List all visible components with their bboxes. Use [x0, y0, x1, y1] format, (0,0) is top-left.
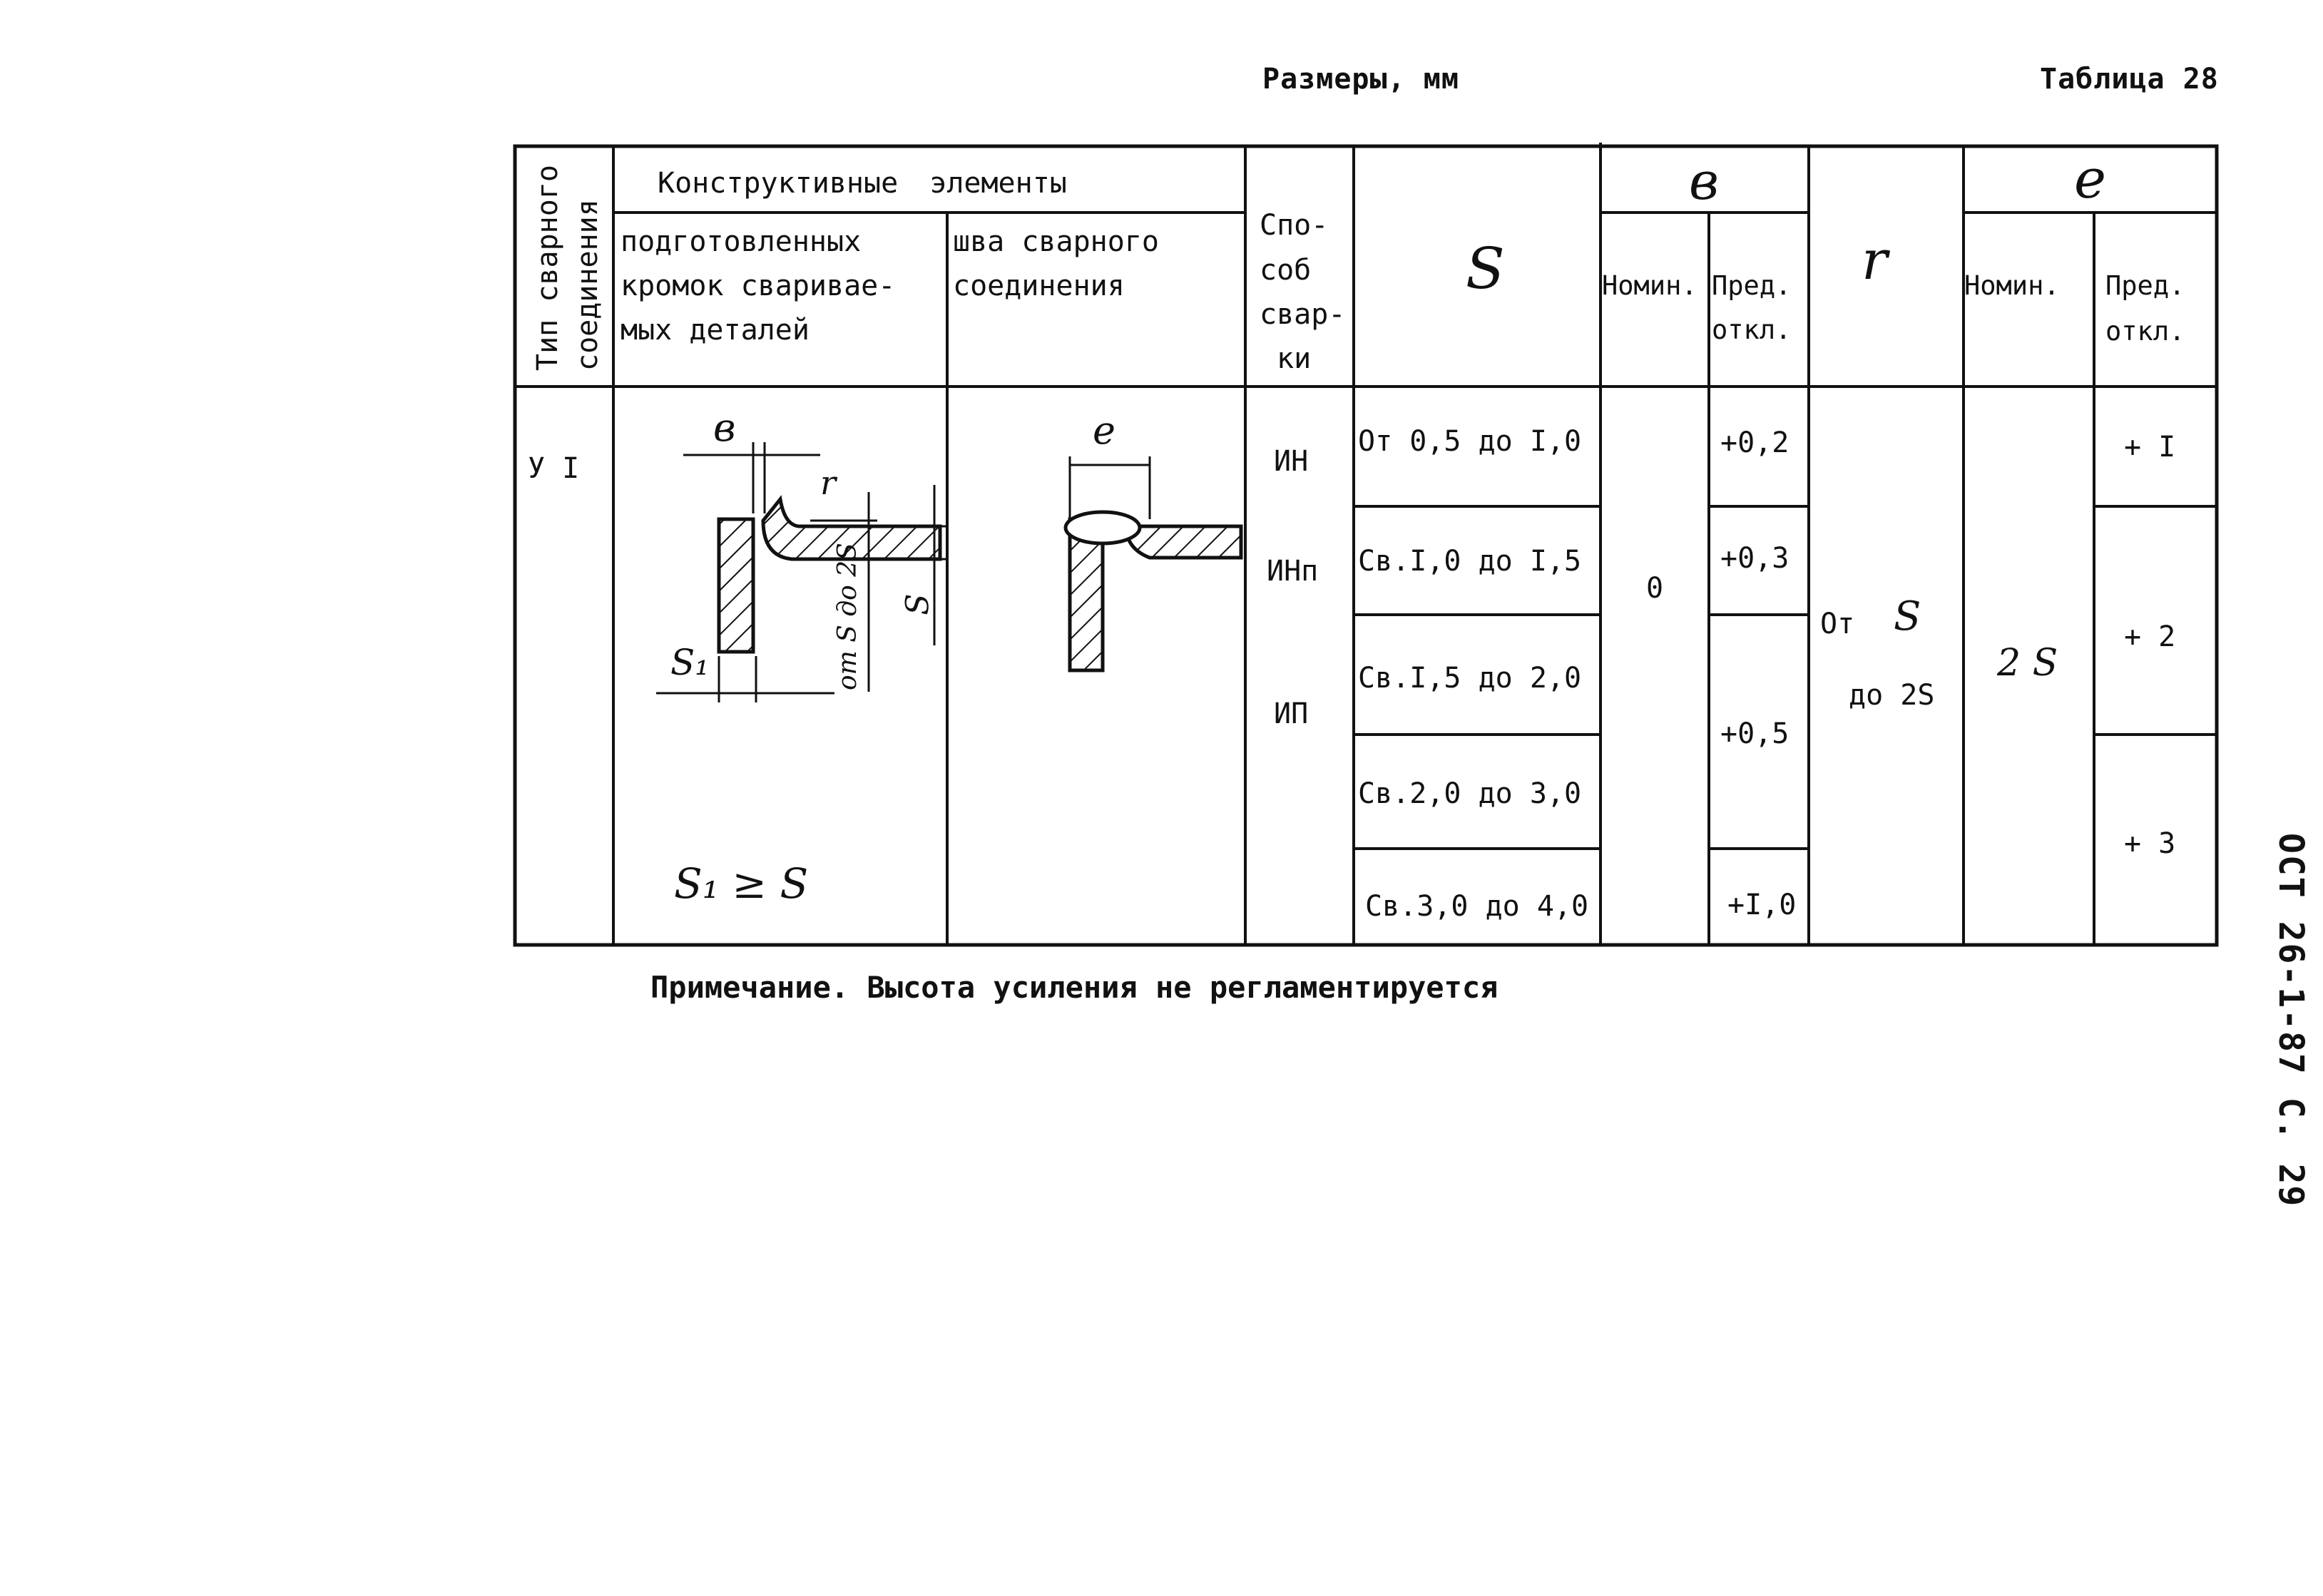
table-note: Примечание. Высота усиления не регламентируется [650, 970, 1499, 1005]
col-method-4: ки [1277, 342, 1312, 375]
col-s: S [1466, 235, 1505, 302]
s-range-3: Св.I,5 до 2,0 [1358, 662, 1582, 695]
r-from: От [1820, 608, 1855, 640]
col-b-tol-1: Пред. [1712, 270, 1792, 301]
col-joint-type-2: соединения [571, 199, 604, 371]
col-r: r [1862, 228, 1888, 292]
joint-type-value: У I [528, 452, 580, 485]
method-inp: ИНп [1267, 555, 1319, 588]
col-weld-1: шва сварного [953, 225, 1159, 258]
b-tol-4: +I,0 [1727, 889, 1797, 921]
standard-page-label: ОСТ 26-1-87 С. 29 [2271, 833, 2311, 1208]
sketch-label-r: r [820, 464, 836, 502]
b-nom-value: 0 [1646, 572, 1664, 605]
s-range-2: Св.I,0 до I,5 [1358, 545, 1582, 578]
col-e: e [2074, 147, 2106, 210]
col-e-tol-2: откл. [2105, 316, 2185, 347]
col-joint-type-1: Тип сварного [531, 165, 564, 371]
table-number: Таблица 28 [2040, 63, 2219, 96]
s-range-4: Св.2,0 до 3,0 [1358, 777, 1582, 810]
col-b: в [1689, 151, 1719, 211]
e-tol-3: + 3 [2124, 827, 2176, 860]
col-method-3: свар- [1260, 298, 1346, 331]
sketch-label-e: e [1093, 408, 1115, 453]
col-structural: Конструктивные элементы [658, 167, 1067, 200]
e-tol-2: + 2 [2124, 620, 2176, 653]
col-e-nom: Номин. [1964, 270, 2060, 301]
col-b-nom: Номин. [1602, 270, 1697, 301]
col-prepared-edges-3: мых деталей [621, 314, 810, 347]
col-e-tol-1: Пред. [2105, 270, 2185, 301]
dimensions-caption: Размеры, мм [1262, 63, 1459, 96]
r-to: до 2S [1849, 679, 1935, 712]
sketch-label-s1: S₁ [670, 642, 710, 683]
s-range-1: От 0,5 до I,0 [1358, 425, 1582, 458]
col-method-1: Спо- [1260, 209, 1329, 242]
b-tol-1: +0,2 [1720, 426, 1790, 459]
b-tol-3: +0,5 [1720, 717, 1790, 750]
b-tol-2: +0,3 [1720, 542, 1790, 575]
col-prepared-edges-2: кромок сваривае- [621, 270, 896, 302]
method-in: ИН [1274, 445, 1309, 478]
e-nom-value: 2 S [1997, 642, 2058, 685]
s-range-5: Св.3,0 до 4,0 [1365, 890, 1589, 923]
col-b-tol-2: откл. [1712, 314, 1792, 345]
col-prepared-edges-1: подготовленных [621, 225, 862, 258]
col-method-2: соб [1260, 254, 1312, 287]
r-s: S [1894, 593, 1921, 640]
thickness-condition: S₁ ≥ S [674, 859, 809, 908]
col-weld-2: соединения [953, 270, 1125, 302]
sketch-label-range: от S до 2S [833, 543, 862, 690]
sketch-label-b: в [713, 405, 736, 450]
method-ip: ИП [1274, 697, 1309, 730]
sketch-label-s: S [899, 593, 936, 615]
e-tol-1: + I [2124, 431, 2176, 464]
